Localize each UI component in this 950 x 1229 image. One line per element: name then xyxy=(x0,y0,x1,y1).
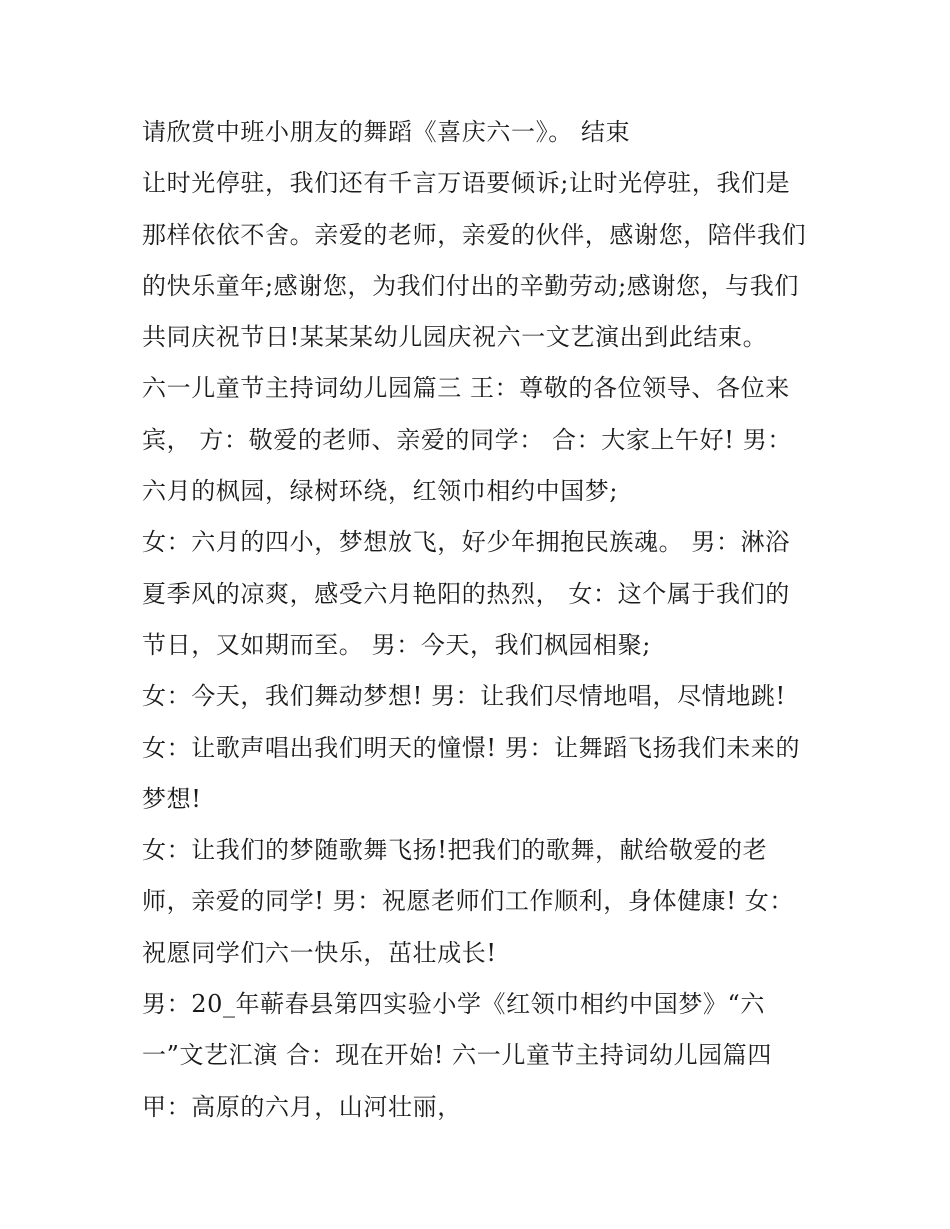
document-body xyxy=(142,107,822,1133)
section-heading-line: 六一儿童节主持词幼儿园篇三 王：尊敬的各位领导、各位来 xyxy=(142,374,790,403)
text-line: 女：六月的四小，梦想放飞，好少年拥抱民族魂。 男：淋浴 xyxy=(142,528,790,557)
text-line: 师，亲爱的同学! 男：祝愿老师们工作顺利，身体健康! 女： xyxy=(142,887,794,916)
text-line: 甲：高原的六月，山河壮丽， xyxy=(142,1092,462,1121)
text-line: 请欣赏中班小朋友的舞蹈《喜庆六一》。 结束 xyxy=(142,118,631,146)
text-line: 让时光停驻，我们还有千言万语要倾诉;让时光停驻，我们是 xyxy=(142,169,791,198)
text-line: 的快乐童年;感谢您，为我们付出的辛勤劳动;感谢您，与我们 xyxy=(142,271,799,300)
text-line: 共同庆祝节日!某某某幼儿园庆祝六一文艺演出到此结束。 xyxy=(142,323,768,352)
text-line: 六月的枫园，绿树环绕，红领巾相约中国梦; xyxy=(142,477,619,506)
text-line: 一”文艺汇演 合：现在开始! 六一儿童节主持词幼儿园篇四 xyxy=(142,1041,772,1070)
text-line: 夏季风的凉爽，感受六月艳阳的热烈， 女：这个属于我们的 xyxy=(142,579,790,608)
text-line: 那样依依不舍。亲爱的老师，亲爱的伙伴，感谢您，陪伴我们 xyxy=(142,220,807,249)
text-line: 宾， 方：敬爱的老师、亲爱的同学： 合：大家上午好! 男： xyxy=(142,425,792,454)
text-line: 女：今天，我们舞动梦想! 男：让我们尽情地唱，尽情地跳! xyxy=(142,682,786,711)
text-line: 男：20_年蕲春县第四实验小学《红领巾相约中国梦》“六 xyxy=(142,990,766,1019)
text-line: 祝愿同学们六一快乐，茁壮成长! xyxy=(142,938,497,967)
text-line: 女：让歌声唱出我们明天的憧憬! 男：让舞蹈飞扬我们未来的 xyxy=(142,733,801,762)
text-line: 节日，又如期而至。 男：今天，我们枫园相聚; xyxy=(142,630,651,659)
text-line: 梦想! xyxy=(142,784,202,813)
text-line: 女：让我们的梦随歌舞飞扬!把我们的歌舞，献给敬爱的老 xyxy=(142,836,768,865)
